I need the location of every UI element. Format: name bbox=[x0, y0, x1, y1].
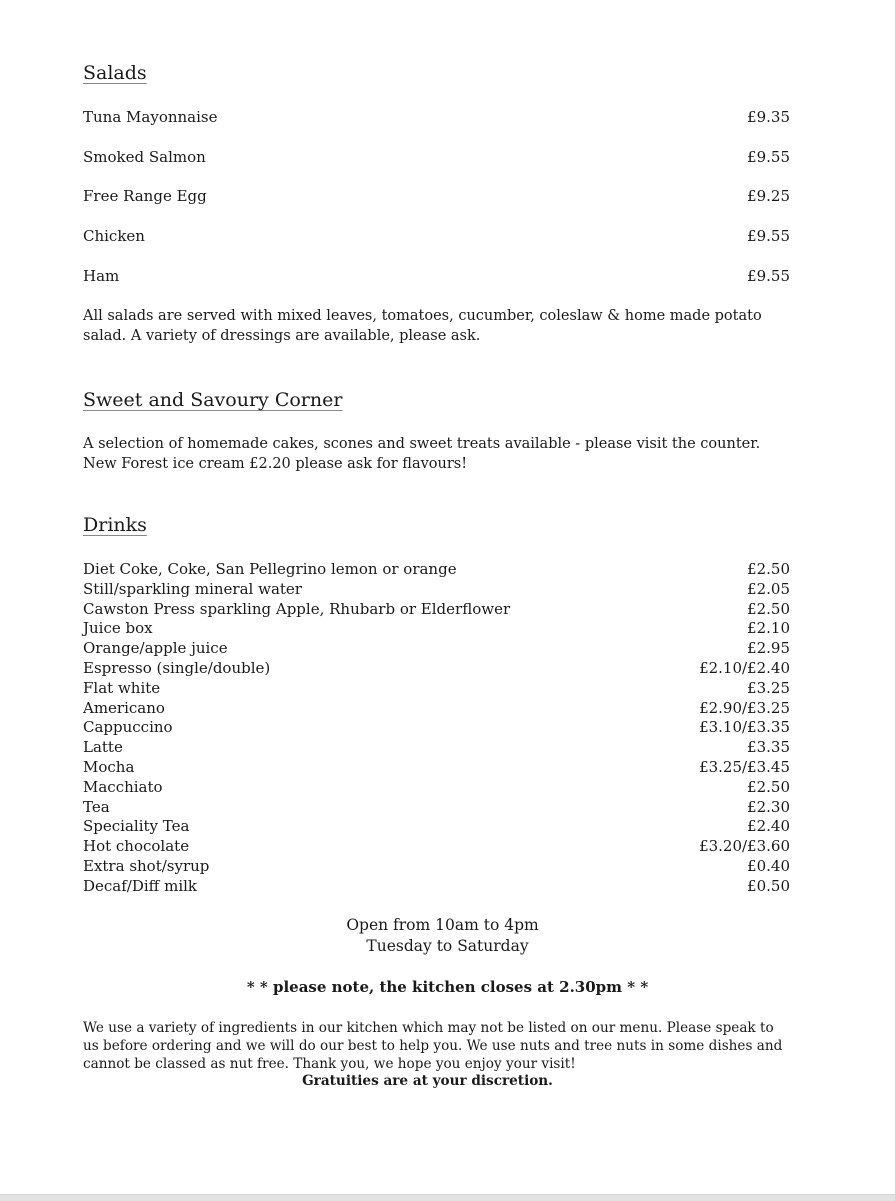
salads-heading: Salads bbox=[83, 62, 147, 84]
drink-price: £2.10/£2.40 bbox=[699, 658, 790, 677]
drink-price: £3.25/£3.45 bbox=[699, 757, 790, 776]
salad-item-price: £9.55 bbox=[747, 267, 790, 285]
opening-days-line: Tuesday to Saturday bbox=[366, 937, 529, 955]
salad-item-name: Free Range Egg bbox=[83, 187, 207, 205]
salad-item-price: £9.55 bbox=[747, 227, 790, 245]
allergy-line: We use a variety of ingredients in our kitchen which may not be listed on our menu. Please speak to bbox=[83, 1020, 774, 1036]
drink-item bbox=[83, 857, 790, 877]
salads-note bbox=[83, 306, 823, 346]
drink-name: Diet Coke, Coke, San Pellegrino lemon or orange bbox=[83, 560, 457, 578]
drink-name: Decaf/Diff milk bbox=[83, 876, 198, 895]
drink-name: Cappuccino bbox=[83, 718, 173, 737]
drink-price: £3.35 bbox=[747, 738, 790, 757]
salad-item bbox=[83, 108, 790, 126]
drink-price: £0.40 bbox=[747, 856, 790, 875]
opening-hours-line: Open from 10am to 4pm bbox=[346, 916, 539, 934]
salads-note-line: All salads are served with mixed leaves, tomatoes, cucumber, coleslaw & home made potato bbox=[83, 308, 762, 324]
drink-price: £0.50 bbox=[747, 876, 790, 895]
drink-item bbox=[83, 877, 790, 897]
drink-item bbox=[83, 560, 790, 580]
drink-name: Macchiato bbox=[83, 777, 163, 796]
drink-item bbox=[83, 600, 790, 620]
sweet-savoury-line: New Forest ice cream £2.20 please ask for flavours! bbox=[83, 456, 468, 472]
drink-name: Hot chocolate bbox=[83, 837, 190, 856]
sweet-savoury-heading: Sweet and Savoury Corner bbox=[83, 389, 343, 411]
drink-item bbox=[83, 738, 790, 758]
drink-item bbox=[83, 659, 790, 679]
sweet-savoury-text bbox=[83, 434, 823, 474]
drink-name: Americano bbox=[83, 698, 165, 717]
drink-name: Mocha bbox=[83, 757, 135, 776]
drink-item bbox=[83, 778, 790, 798]
kitchen-note: * * please note, the kitchen closes at 2.30pm * * bbox=[246, 978, 649, 996]
drink-item bbox=[83, 639, 790, 659]
drink-name: Extra shot/syrup bbox=[83, 856, 210, 875]
drink-name: Speciality Tea bbox=[83, 817, 190, 836]
drink-item bbox=[83, 619, 790, 639]
drink-item bbox=[83, 580, 790, 600]
drinks-heading: Drinks bbox=[83, 514, 147, 536]
drink-price: £2.05 bbox=[747, 579, 790, 598]
drink-price: £3.25 bbox=[747, 678, 790, 697]
salad-item bbox=[83, 267, 790, 285]
salad-item-price: £9.35 bbox=[747, 108, 790, 126]
drink-item bbox=[83, 679, 790, 699]
drink-name: Tea bbox=[83, 797, 110, 816]
gratuities-note: Gratuities are at your discretion. bbox=[302, 1073, 553, 1089]
drink-price: £2.50 bbox=[747, 560, 790, 578]
salad-item-name: Ham bbox=[83, 267, 120, 285]
drink-price: £2.30 bbox=[747, 797, 790, 816]
allergy-line: cannot be classed as nut free. Thank you, we hope you enjoy your visit! bbox=[83, 1056, 576, 1073]
drink-name: Juice box bbox=[83, 619, 153, 638]
drink-price: £2.10 bbox=[747, 619, 790, 638]
drink-price: £2.90/£3.25 bbox=[699, 698, 790, 717]
salad-item-name: Chicken bbox=[83, 227, 145, 245]
drink-name: Cawston Press sparkling Apple, Rhubarb or Elderflower bbox=[83, 599, 511, 618]
drink-item bbox=[83, 718, 790, 738]
drink-price: £3.10/£3.35 bbox=[699, 718, 790, 737]
salads-note-line: salad. A variety of dressings are available, please ask. bbox=[83, 328, 481, 344]
drink-price: £2.40 bbox=[747, 817, 790, 836]
drink-price: £2.50 bbox=[747, 777, 790, 796]
drink-price: £2.50 bbox=[747, 599, 790, 618]
drink-item bbox=[83, 817, 790, 837]
drink-price: £3.20/£3.60 bbox=[699, 837, 790, 856]
drink-name: Still/sparkling mineral water bbox=[83, 579, 302, 598]
salad-item-price: £9.25 bbox=[747, 187, 790, 205]
salad-item-price: £9.55 bbox=[747, 148, 790, 166]
drink-item bbox=[83, 699, 790, 719]
allergy-notice bbox=[83, 1019, 823, 1074]
salad-item-name: Smoked Salmon bbox=[83, 148, 206, 166]
drink-item bbox=[83, 758, 790, 778]
salad-item bbox=[83, 227, 790, 245]
salad-item bbox=[83, 187, 790, 205]
salad-item-name: Tuna Mayonnaise bbox=[83, 108, 218, 126]
drink-item bbox=[83, 798, 790, 818]
allergy-line: us before ordering and we will do our best to help you. We use nuts and tree nuts in some dishes and bbox=[83, 1038, 783, 1055]
drink-name: Orange/apple juice bbox=[83, 639, 228, 658]
sweet-savoury-line: A selection of homemade cakes, scones and sweet treats available - please visit the counter. bbox=[83, 436, 761, 452]
drink-price: £2.95 bbox=[747, 639, 790, 658]
drinks-list bbox=[83, 560, 790, 897]
salad-item bbox=[83, 148, 790, 166]
drink-name: Latte bbox=[83, 738, 123, 757]
drink-item bbox=[83, 837, 790, 857]
drink-name: Flat white bbox=[83, 678, 161, 697]
drink-name: Espresso (single/double) bbox=[83, 658, 271, 677]
